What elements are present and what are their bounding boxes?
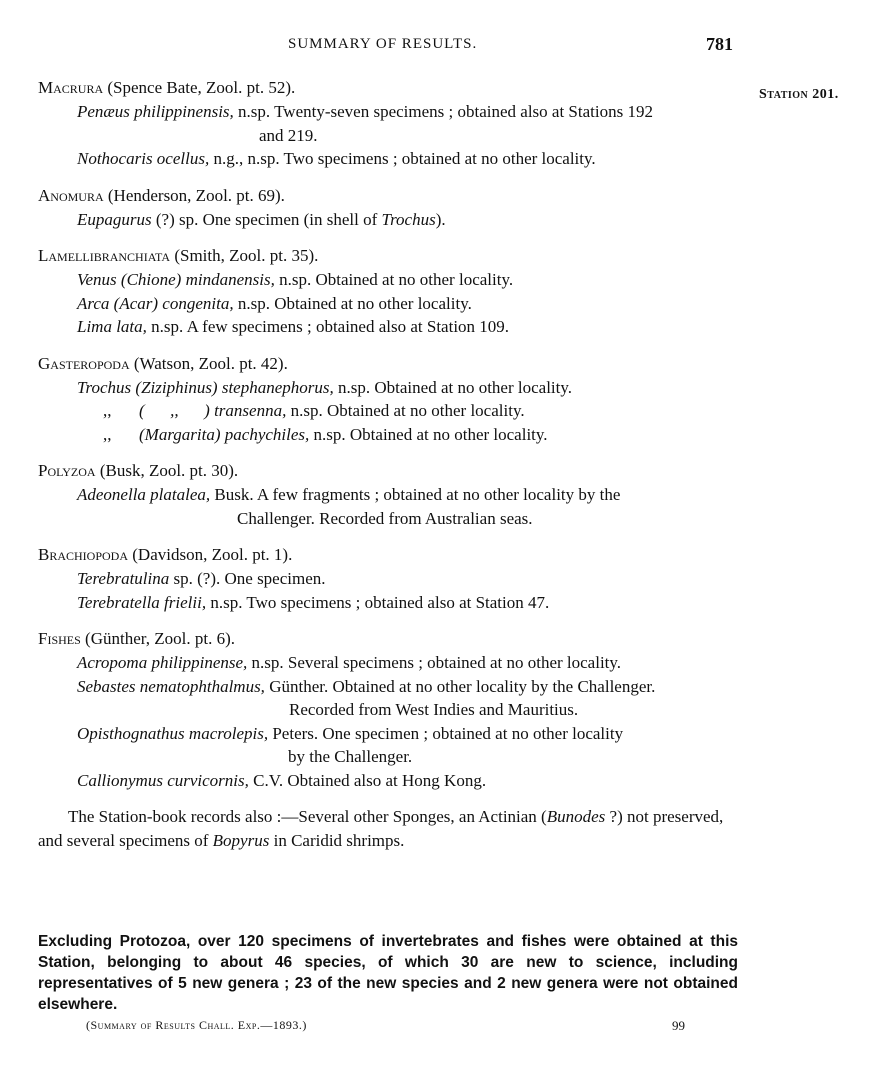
entry-text: n.sp. Obtained at no other locality. [313, 424, 548, 444]
group-ref: (Busk, Zool. pt. 30). [99, 461, 239, 480]
group-ref: (Davidson, Zool. pt. 1). [132, 545, 293, 564]
taxon-name: Eupagurus [77, 209, 152, 229]
group-anomura [38, 184, 738, 232]
running-title: SUMMARY OF RESULTS. [288, 36, 478, 52]
ditto-mark: ,, [103, 401, 112, 420]
group-polyzoa [38, 459, 738, 530]
group-fishes [38, 627, 738, 792]
entry-continuation: by the Challenger. [288, 747, 413, 766]
entry-text: (?) sp. One specimen (in shell of [155, 209, 378, 229]
group-heading [38, 184, 738, 208]
group-ref: (Günther, Zool. pt. 6). [85, 629, 235, 648]
taxon-name: Trochus [381, 209, 436, 229]
species-entry [38, 722, 738, 769]
group-name: Anomura [38, 185, 104, 205]
ditto-mark: ( ,, ) [139, 401, 210, 420]
station-label: Station 201. [759, 87, 839, 102]
entry-text: n.sp. Several specimens ; obtained at no other locality. [251, 653, 622, 672]
footer-citation: (Summary of Results Chall. Exp.—1893.) [86, 1018, 307, 1032]
entry-text: n.sp. Two specimens ; obtained also at Station 47. [210, 592, 550, 612]
page-number: 781 [706, 34, 733, 54]
entry-text: n.sp. A few specimens ; obtained also at Station 109. [151, 317, 510, 336]
taxon-name: Nothocaris ocellus, [77, 149, 210, 168]
entry-text: Günther. Obtained at no other locality by the Challenger. [269, 676, 656, 696]
species-entry [38, 651, 738, 675]
species-entry [38, 675, 738, 722]
entry-continuation: Recorded from West Indies and Mauritius. [289, 700, 579, 719]
taxon-name: Adeonella platalea, [77, 485, 211, 504]
species-entry [38, 567, 738, 591]
taxon-name: Penæus philippinensis, [77, 102, 234, 121]
group-ref: (Spence Bate, Zool. pt. 52). [107, 78, 296, 97]
group-ref: (Smith, Zool. pt. 35). [174, 246, 319, 265]
para-text: The Station-book records also :—Several other Sponges, an Actinian ( [68, 807, 547, 826]
taxon-name: (Margarita) pachychiles, [139, 424, 310, 444]
species-entry [38, 591, 738, 615]
results-list [38, 76, 738, 852]
species-entry [38, 769, 738, 793]
para-text: ?) not preserved, and several specimens of [38, 807, 724, 850]
entry-text: n.sp. Obtained at no other locality. [279, 270, 514, 289]
group-name: Gasteropoda [38, 353, 130, 373]
group-heading [38, 352, 738, 376]
species-entry [38, 268, 738, 292]
taxon-name: transenna, [214, 401, 287, 420]
taxon-name: Bopyrus [212, 830, 270, 850]
group-macrura [38, 76, 738, 171]
taxon-name: Trochus (Ziziphinus) stephanephorus, [77, 377, 334, 397]
group-name: Fishes [38, 629, 81, 648]
group-name: Macrura [38, 78, 104, 97]
group-name: Polyzoa [38, 461, 96, 480]
entry-text: n.g., n.sp. Two specimens ; obtained at no other locality. [213, 149, 596, 168]
ditto-mark: ,, [103, 424, 112, 444]
taxon-name: Opisthognathus macrolepis, [77, 723, 269, 743]
species-entry [38, 399, 738, 423]
entry-continuation: Challenger. Recorded from Australian seas. [237, 508, 533, 528]
group-brachiopoda [38, 543, 738, 614]
group-name: Lamellibranchiata [38, 246, 171, 265]
page-header [0, 34, 880, 60]
taxon-name: Bunodes [546, 807, 606, 826]
group-heading [38, 543, 738, 567]
species-entry [38, 315, 738, 339]
station-summary: Excluding Protozoa, over 120 specimens of invertebrates and fishes were obtained at this Station, belonging to about 46 species, of which 30 are new to science, including representatives of 5 new genera ; 23 of the new species and 2 new genera were not obtained elsewhere. [38, 933, 738, 1013]
species-entry [38, 208, 738, 232]
entry-text: n.sp. Obtained at no other locality. [290, 401, 525, 420]
entry-text: Peters. One specimen ; obtained at no other locality [272, 723, 624, 743]
group-name: Brachiopoda [38, 545, 129, 564]
group-lamellibranchiata [38, 244, 738, 339]
entry-text: n.sp. Obtained at no other locality. [338, 377, 573, 397]
entry-text: C.V. Obtained also at Hong Kong. [253, 770, 487, 790]
taxon-name: Terebratella frielii, [77, 592, 207, 612]
taxon-name: Acropoma philippinense, [77, 653, 248, 672]
group-heading [38, 76, 738, 100]
species-entry [38, 423, 738, 447]
station-book-paragraph [38, 805, 738, 852]
footer-signature: 99 [672, 1018, 685, 1033]
group-heading [38, 627, 738, 651]
taxon-name: Terebratulina [77, 569, 170, 588]
group-ref: (Henderson, Zool. pt. 69). [107, 185, 285, 205]
entry-text: n.sp. Obtained at no other locality. [237, 293, 472, 313]
species-entry [38, 483, 738, 530]
taxon-name: Sebastes nematophthalmus, [77, 676, 265, 696]
para-text: in Caridid shrimps. [269, 830, 405, 850]
entry-continuation: and 219. [259, 125, 318, 145]
group-heading [38, 244, 738, 268]
taxon-name: Arca (Acar) congenita, [77, 293, 234, 313]
entry-text: Busk. A few fragments ; obtained at no other locality by the [214, 485, 621, 504]
taxon-name: Callionymus curvicornis, [77, 770, 249, 790]
group-gasteropoda [38, 352, 738, 447]
species-entry [38, 147, 738, 171]
species-entry [38, 100, 738, 147]
entry-text: sp. (?). One specimen. [173, 569, 326, 588]
entry-tail: ). [435, 209, 446, 229]
entry-text: n.sp. Twenty-seven specimens ; obtained also at Stations 192 [238, 102, 653, 121]
group-heading [38, 459, 738, 483]
taxon-name: Lima lata, [77, 317, 147, 336]
species-entry [38, 292, 738, 316]
group-ref: (Watson, Zool. pt. 42). [133, 353, 288, 373]
taxon-name: Venus (Chione) mindanensis, [77, 270, 275, 289]
species-entry [38, 376, 738, 400]
